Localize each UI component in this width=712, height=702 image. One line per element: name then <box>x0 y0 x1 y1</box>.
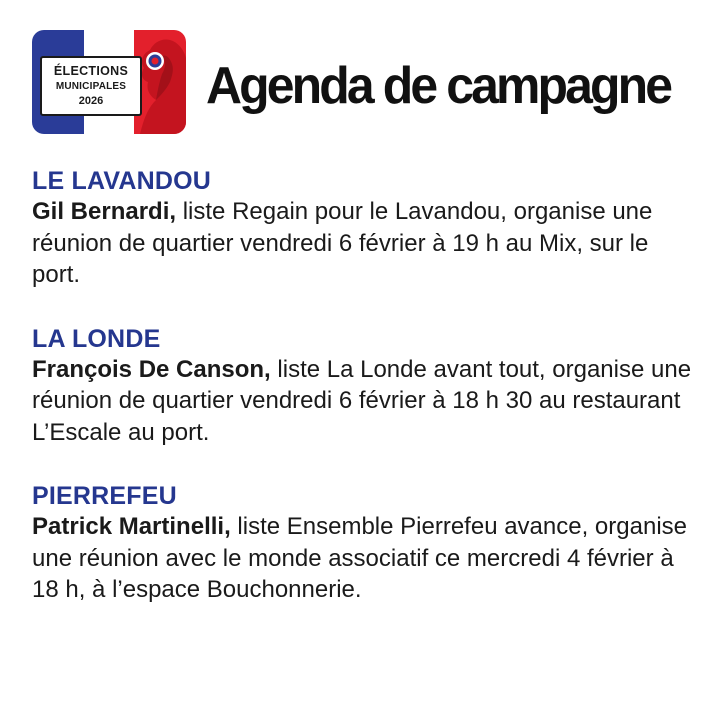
agenda-entry <box>32 324 692 449</box>
entry-candidate-name: Gil Bernardi, <box>32 198 177 225</box>
entry-candidate-name: François De Canson, <box>32 355 271 383</box>
badge-label <box>40 56 142 116</box>
page-title: Agenda de campagne <box>206 57 671 115</box>
entry-body <box>32 196 692 291</box>
badge-line-year: 2026 <box>78 94 104 107</box>
agenda-entry <box>32 481 692 606</box>
header <box>32 30 692 138</box>
agenda-list <box>32 166 692 639</box>
badge-line-municipales: MUNICIPALES <box>55 80 127 92</box>
entry-place: PIERREFEU <box>32 482 177 510</box>
entry-place: LE LAVANDOU <box>32 167 212 195</box>
entry-candidate-name: Patrick Martinelli, <box>32 513 231 540</box>
elections-badge <box>32 30 186 134</box>
entry-text: liste Regain pour le Lavandou, organise une réunion de quartier vendredi 6 février à 19 h au Mix, sur le port. <box>32 198 653 288</box>
badge-line-elections: ÉLECTIONS <box>53 63 129 78</box>
agenda-entry <box>32 166 692 291</box>
entry-text: liste La Londe avant tout, organise une réunion de quartier vendredi 6 février à 18 h 30 au restaurant L’Escale au port. <box>32 355 692 446</box>
entry-body <box>32 354 692 449</box>
entry-text: liste Ensemble Pierrefeu avance, organise une réunion avec le monde associatif ce mercredi 4 février à 18 h, à l’espace Bouchonnerie. <box>32 513 687 603</box>
entry-place: LA LONDE <box>32 324 161 353</box>
entry-body <box>32 511 692 606</box>
